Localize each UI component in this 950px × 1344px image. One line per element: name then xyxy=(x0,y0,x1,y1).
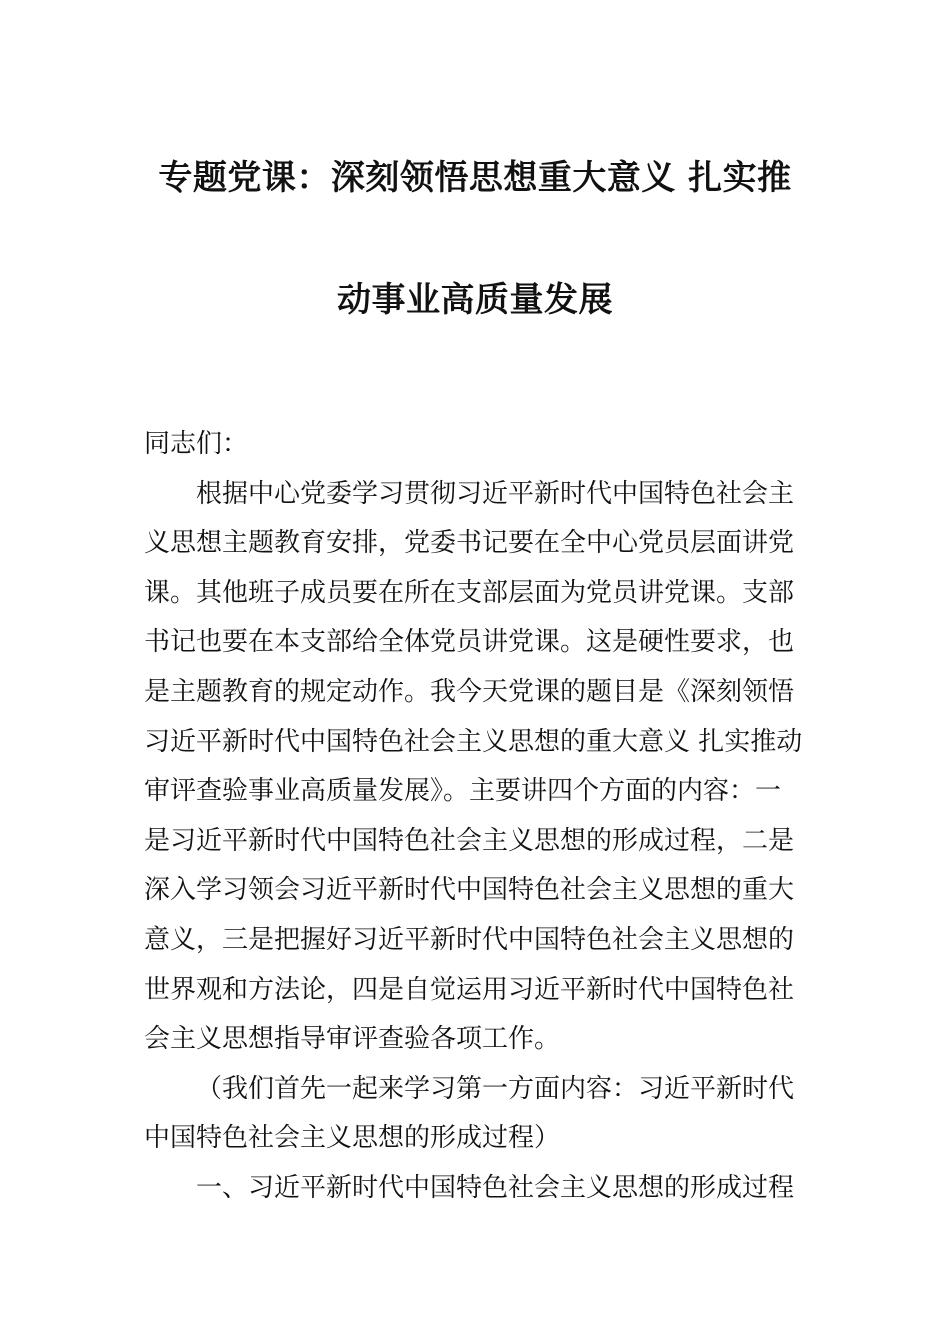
document-title-line-1: 专题党课：深刻领悟思想重大意义 扎实推 xyxy=(158,158,792,198)
paragraph-line: 书记也要在本支部给全体党员讲党课。这是硬性要求，也 xyxy=(144,627,795,658)
paragraph-line: 世界观和方法论，四是自觉运用习近平新时代中国特色社 xyxy=(144,974,795,1005)
section-heading: 一、习近平新时代中国特色社会主义思想的形成过程 xyxy=(196,1172,795,1203)
paragraph-line: 习近平新时代中国特色社会主义思想的重大意义 扎实推动 xyxy=(144,726,803,757)
paragraph-line: 是主题教育的规定动作。我今天党课的题目是《深刻领悟 xyxy=(144,676,795,707)
paragraph-line: 深入学习领会习近平新时代中国特色社会主义思想的重大 xyxy=(144,875,795,906)
paragraph-line: 是习近平新时代中国特色社会主义思想的形成过程，二是 xyxy=(144,825,795,856)
paragraph-line: 课。其他班子成员要在所在支部层面为党员讲党课。支部 xyxy=(144,577,795,608)
paragraph-line: 中国特色社会主义思想的形成过程） xyxy=(144,1123,561,1154)
document-body xyxy=(144,420,808,1214)
paragraph-line: 根据中心党委学习贯彻习近平新时代中国特色社会主 xyxy=(196,478,795,509)
paragraph-line: （我们首先一起来学习第一方面内容：习近平新时代 xyxy=(196,1073,795,1104)
paragraph-line: 会主义思想指导审评查验各项工作。 xyxy=(144,1024,561,1055)
paragraph-line: 义思想主题教育安排，党委书记要在全中心党员层面讲党 xyxy=(144,528,795,559)
document-title-line-2: 动事业高质量发展 xyxy=(337,280,613,320)
salutation: 同志们： xyxy=(144,429,249,459)
paragraph-line: 审评查验事业高质量发展》。主要讲四个方面的内容：一 xyxy=(144,776,782,807)
paragraph-line: 意义，三是把握好习近平新时代中国特色社会主义思想的 xyxy=(144,924,795,955)
